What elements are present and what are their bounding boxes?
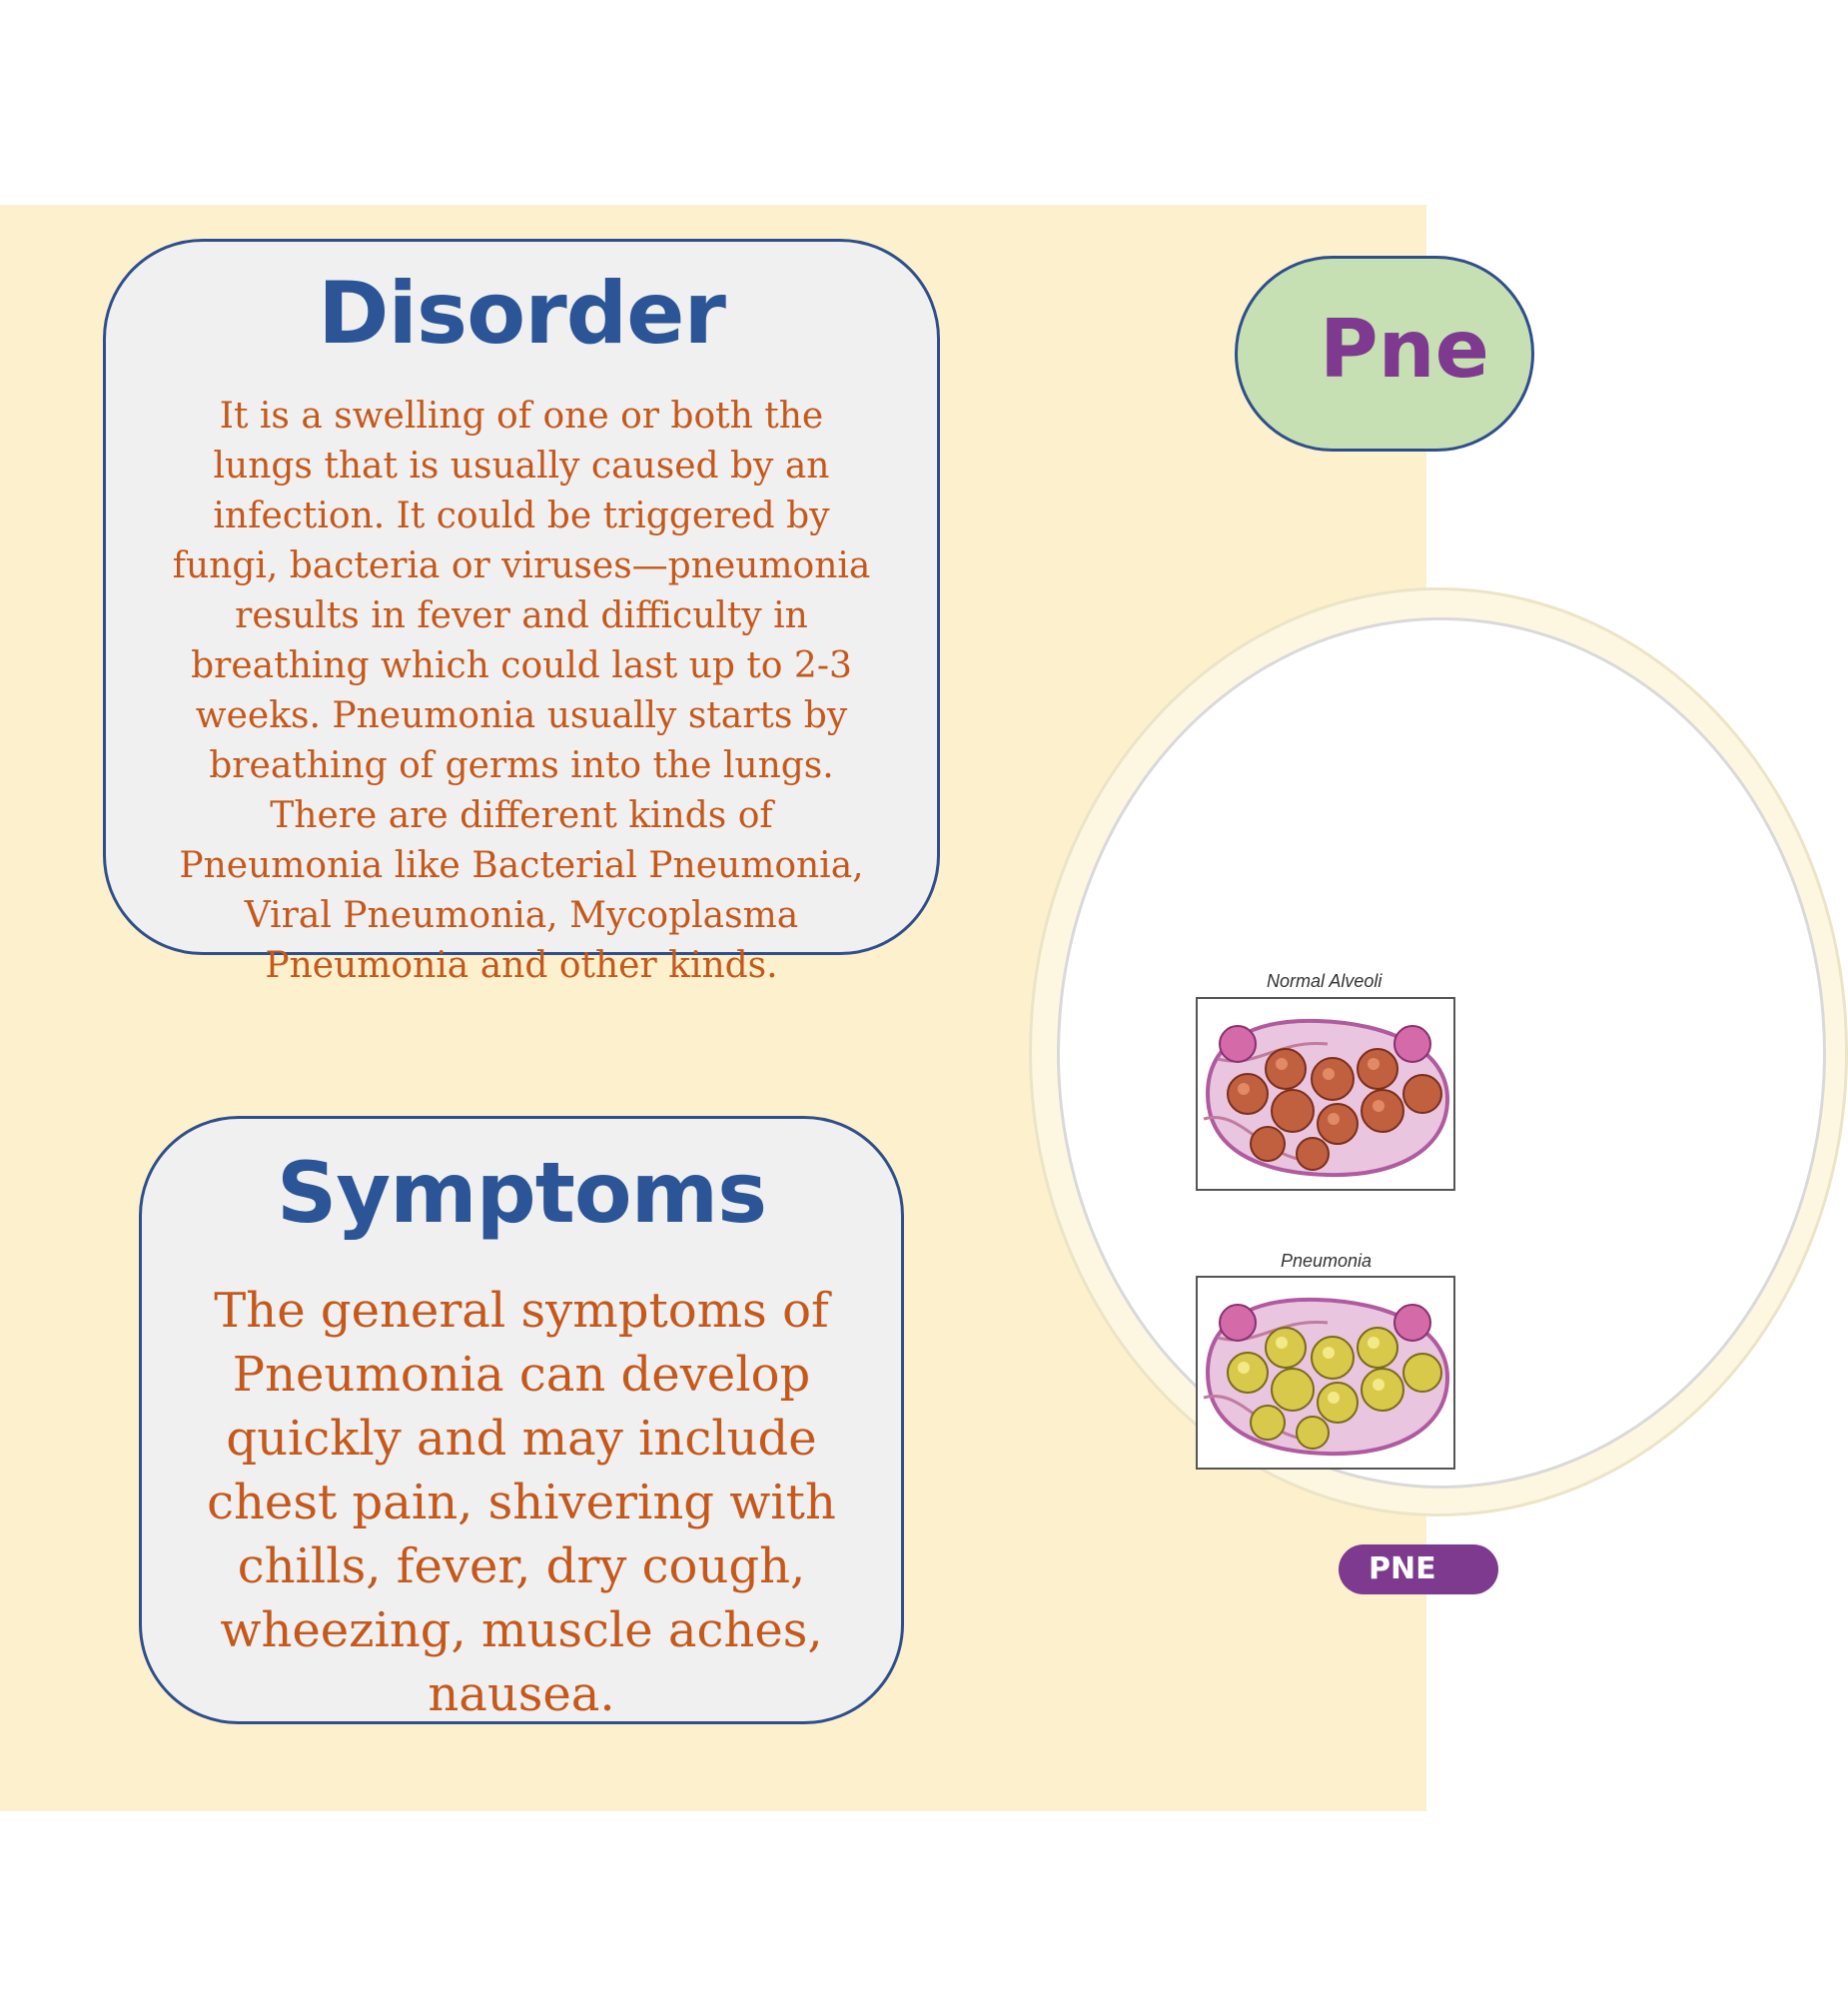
disorder-title: Disorder (318, 264, 725, 364)
pneumonia-alveoli-illustration (1198, 1278, 1453, 1468)
normal-alveoli-caption: Normal Alveoli (1267, 971, 1383, 991)
symptoms-card (139, 1116, 904, 1724)
pneumonia-badge-label: PNE (1369, 1551, 1436, 1586)
pneumonia-alveoli-caption: Pneumonia (1281, 1251, 1373, 1271)
symptoms-body: The general symptoms of Pneumonia can develop quickly and may include chest pain, shivering with chills, fever, dry cough, wheezing, muscle aches, nausea. (207, 1283, 836, 1722)
symptoms-title: Symptoms (276, 1144, 767, 1242)
normal-alveoli-image (1196, 997, 1455, 1191)
pneumonia-alveoli-image (1196, 1276, 1455, 1470)
normal-alveoli-illustration (1198, 999, 1453, 1189)
disorder-body: It is a swelling of one or both the lungs that is usually caused by an infection. It could be triggered by fungi, bacteria or viruses—pneumonia results in fever and difficulty in breathing which could last up to 2-3 weeks. Pneumonia usually starts by breathing of germs into the lungs. There are different kinds of Pneumonia like Bacterial Pneumonia, Viral Pneumonia, Mycoplasma Pneumonia and other kinds. (172, 396, 871, 986)
pneumonia-heading-tab (1235, 256, 1534, 452)
disorder-card (103, 239, 940, 986)
pneumonia-badge (1339, 1544, 1498, 1594)
pneumonia-heading-label: Pne (1320, 303, 1489, 396)
